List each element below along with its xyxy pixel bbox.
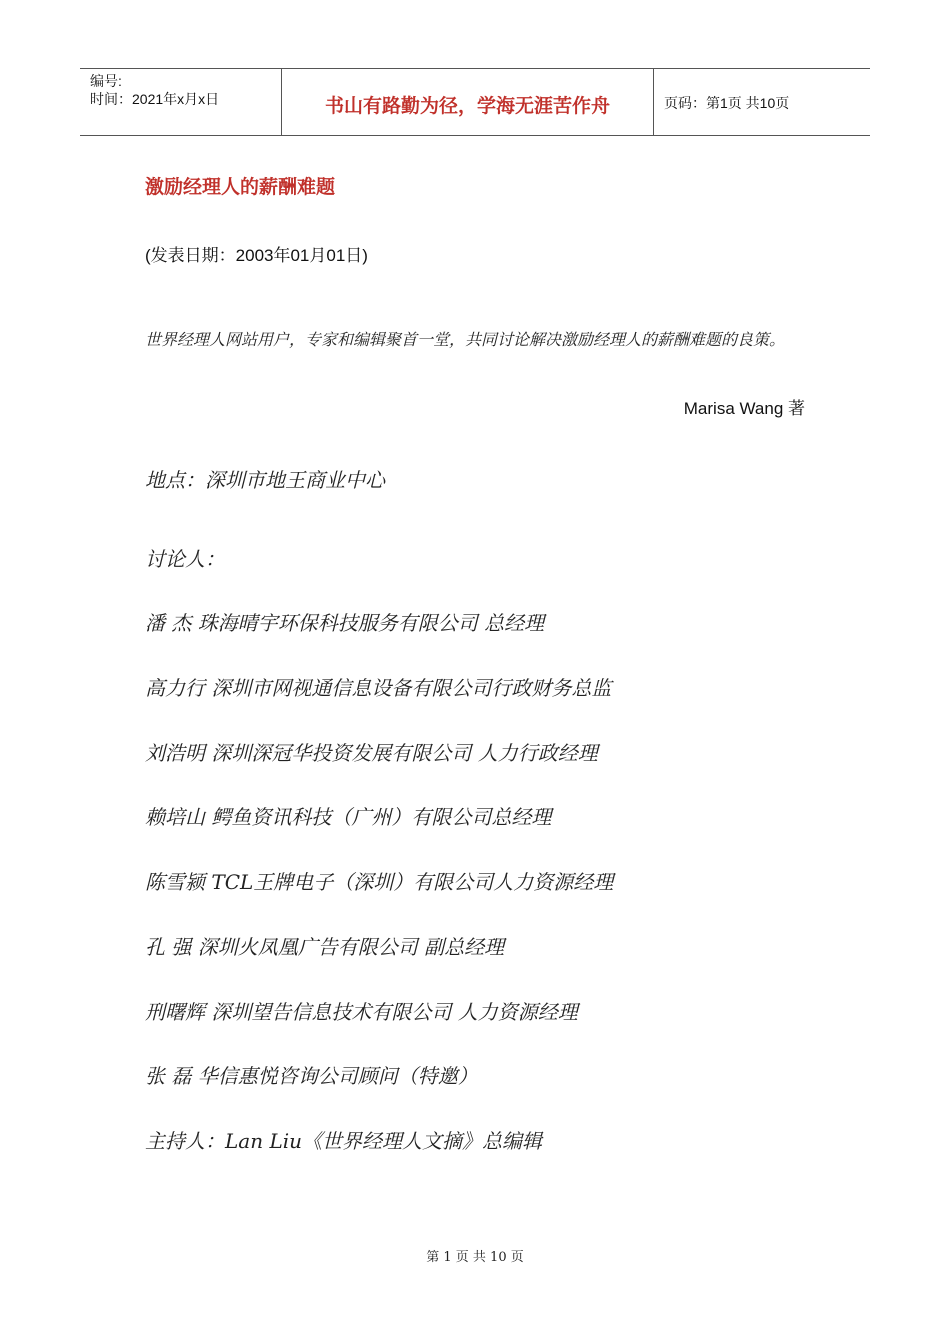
- participant-item: 张 磊 华信惠悦咨询公司顾问（特邀）: [145, 1064, 478, 1088]
- host-line: 主持人：Lan Liu《世界经理人文摘》总编辑: [145, 1129, 543, 1153]
- header-page-code: 页码：第1页 共10页: [664, 95, 790, 111]
- participant-item: 刑曙辉 深圳望告信息技术有限公司 人力资源经理: [145, 1000, 578, 1024]
- participant-item: 陈雪颍 TCL王牌电子（深圳）有限公司人力资源经理: [145, 870, 614, 894]
- article-author: Marisa Wang 著: [683, 399, 805, 418]
- article-title: 激励经理人的薪酬难题: [145, 176, 336, 198]
- participant-item: 赖培山 鳄鱼资讯科技（广州）有限公司总经理: [145, 805, 552, 829]
- location: 地点：深圳市地王商业中心: [145, 468, 385, 492]
- participant-item: 刘浩明 深圳深冠华投资发展有限公司 人力行政经理: [145, 741, 598, 765]
- document-header: [80, 68, 870, 136]
- article-intro: 世界经理人网站用户，专家和编辑聚首一堂，共同讨论解决激励经理人的薪酬难题的良策。: [145, 330, 786, 349]
- header-motto: 书山有路勤为径，学海无涯苦作舟: [282, 69, 654, 135]
- participant-item: 潘 杰 珠海晴宇环保科技服务有限公司 总经理: [145, 611, 545, 635]
- number-label: 编号:: [90, 73, 122, 89]
- participant-item: 高力行 深圳市网视通信息设备有限公司行政财务总监: [145, 676, 612, 700]
- time-label: 时间：2021年x月x日: [90, 91, 220, 107]
- page-footer: 第 1 页 共 10 页: [426, 1250, 524, 1265]
- discussants-label: 讨论人：: [145, 547, 225, 571]
- publish-date: (发表日期：2003年01月01日): [145, 246, 368, 265]
- header-meta: [80, 69, 282, 135]
- participant-item: 孔 强 深圳火凤凰广告有限公司 副总经理: [145, 935, 505, 959]
